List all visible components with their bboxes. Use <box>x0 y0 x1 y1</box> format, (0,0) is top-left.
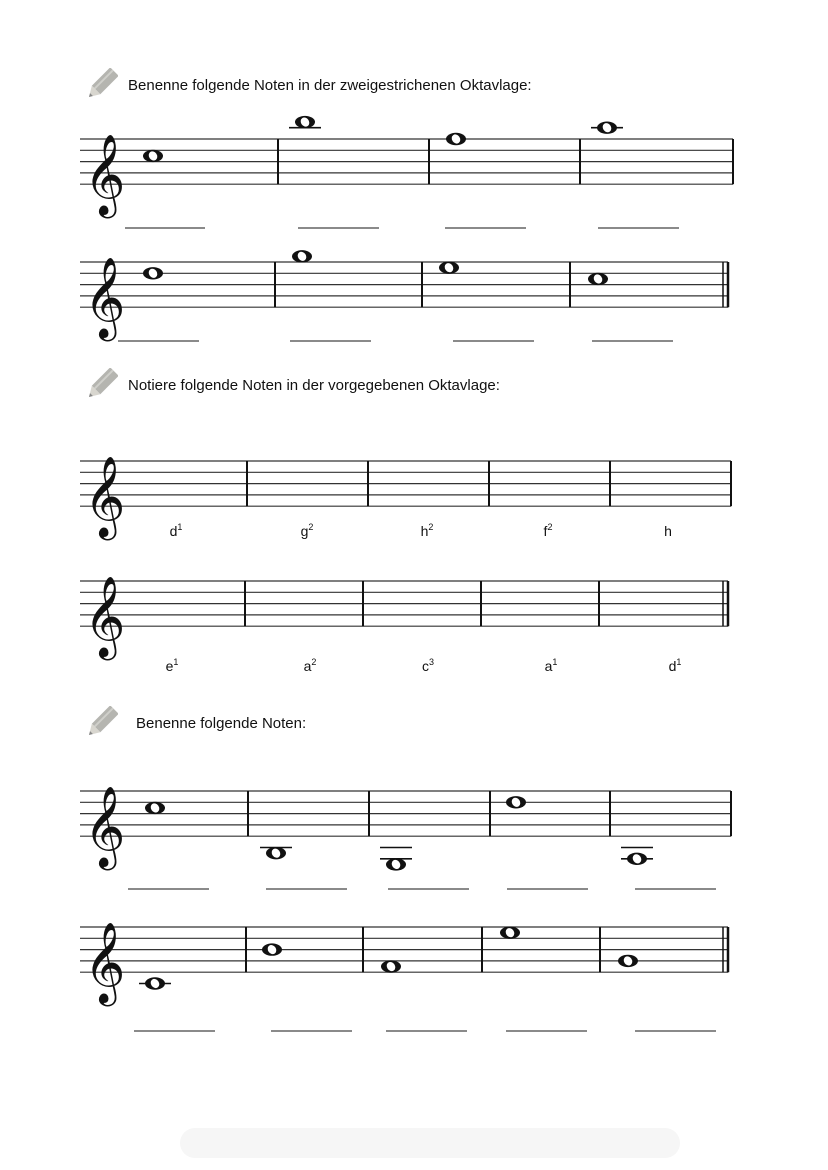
heading-text: Benenne folgende Noten: <box>136 714 307 732</box>
whole-note <box>262 943 282 955</box>
whole-note <box>439 261 459 273</box>
whole-note <box>506 796 526 808</box>
staff <box>80 575 728 660</box>
whole-note <box>446 133 466 145</box>
treble-clef-icon: 𝄞 <box>84 256 126 339</box>
note-letter: h <box>420 523 429 539</box>
note-name-label <box>545 657 558 674</box>
note-name-label <box>301 522 314 539</box>
note-name-label <box>422 657 434 674</box>
staff <box>80 250 728 341</box>
whole-note <box>618 955 638 967</box>
note-name-label <box>664 522 672 539</box>
octave-mark: 2 <box>311 657 317 667</box>
octave-mark: 1 <box>173 657 179 667</box>
note-letter: g <box>300 523 309 539</box>
note-letter: c <box>421 658 429 674</box>
octave-mark: 2 <box>428 522 434 532</box>
octave-mark: 2 <box>308 522 314 532</box>
note-letter: f <box>543 523 548 539</box>
octave-mark: 1 <box>177 522 183 532</box>
whole-note <box>145 802 165 814</box>
treble-clef-icon: 𝄞 <box>84 921 126 1004</box>
octave-mark: 3 <box>428 657 435 667</box>
staff <box>80 921 728 1031</box>
whole-note <box>139 977 171 989</box>
note-letter: e <box>165 658 174 674</box>
whole-note <box>143 150 163 162</box>
heading-text: Notiere folgende Noten in der vorgegebenen Oktavlage: <box>128 376 500 394</box>
treble-clef-icon: 𝄞 <box>84 133 126 216</box>
whole-note <box>500 926 520 938</box>
note-name-label <box>669 657 682 674</box>
treble-clef-icon: 𝄞 <box>84 455 126 538</box>
whole-note <box>591 121 623 133</box>
octave-mark: 1 <box>676 657 682 667</box>
note-letter: h <box>664 523 672 539</box>
octave-mark: 1 <box>552 657 558 667</box>
whole-note <box>260 847 292 859</box>
whole-note <box>292 250 312 262</box>
note-name-label <box>170 522 183 539</box>
treble-clef-icon: 𝄞 <box>84 785 126 868</box>
octave-mark: 2 <box>547 522 553 532</box>
treble-clef-icon: 𝄞 <box>84 575 126 658</box>
note-letter: a <box>544 658 553 674</box>
whole-note <box>588 273 608 285</box>
whole-note <box>143 267 163 279</box>
note-letter: a <box>303 658 312 674</box>
whole-note <box>380 848 412 871</box>
staff <box>80 785 731 889</box>
whole-note <box>381 960 401 972</box>
note-name-label <box>421 522 434 539</box>
note-name-label <box>304 657 317 674</box>
note-name-label <box>166 657 179 674</box>
heading-text: Benenne folgende Noten in der zweigestrichenen Oktavlage: <box>128 76 532 94</box>
whole-note <box>621 848 653 866</box>
staff <box>80 116 733 228</box>
note-letter: d <box>668 658 677 674</box>
note-letter: d <box>169 523 178 539</box>
whole-note <box>289 116 321 128</box>
note-name-label <box>544 522 553 539</box>
